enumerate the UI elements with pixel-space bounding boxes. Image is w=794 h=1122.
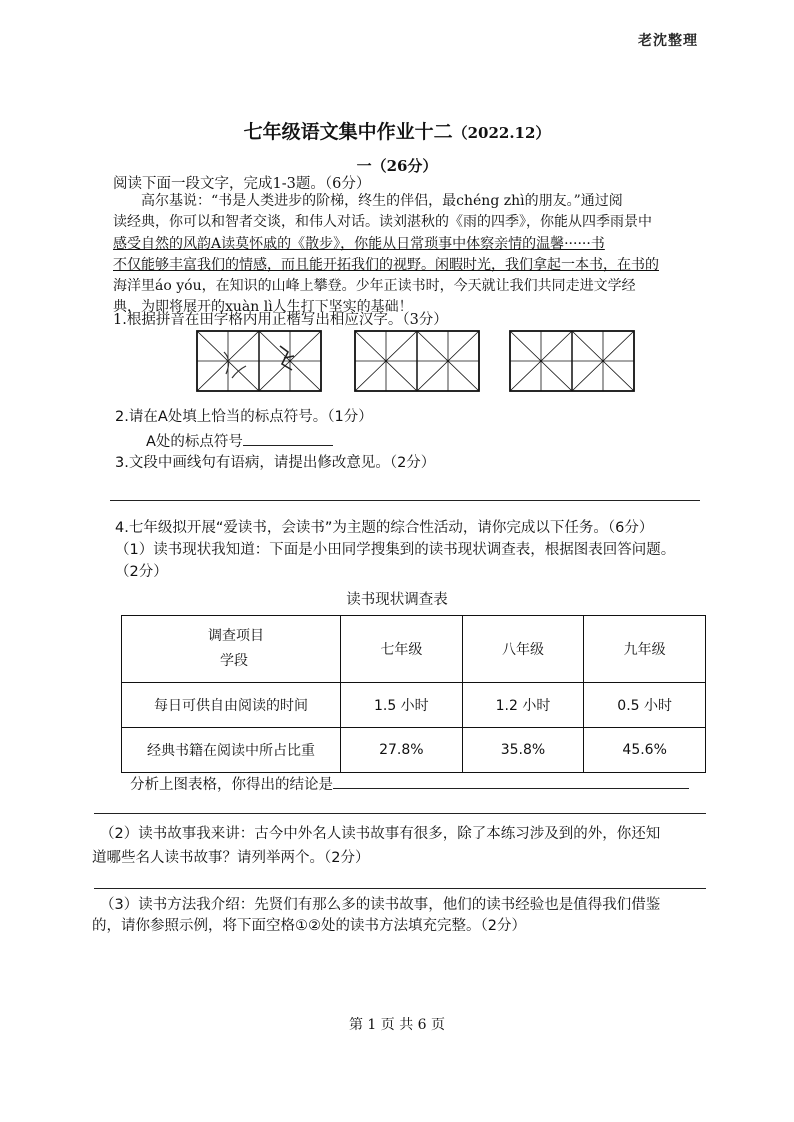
analysis-answer-blank[interactable] bbox=[333, 774, 689, 789]
table-cell: 1.2 小时 bbox=[462, 683, 584, 728]
row-label: 每日可供自由阅读的时间 bbox=[122, 683, 341, 728]
row-label: 经典书籍在阅读中所占比重 bbox=[122, 728, 341, 773]
passage-line: 不仅能够丰富我们的情感，而且能开拓我们的视野。闲暇时光，我们拿起一本书，在书的 bbox=[113, 256, 659, 273]
q2-blank-label: A处的标点符号 bbox=[146, 434, 243, 450]
writing-grid-2[interactable] bbox=[354, 330, 480, 392]
grid-cells bbox=[509, 330, 635, 392]
question-4-3-cont: 的，请你参照示例，将下面空格①②处的读书方法填充完整。（2分） bbox=[92, 918, 526, 934]
table-cell: 27.8% bbox=[341, 728, 463, 773]
grid-cells bbox=[354, 330, 480, 392]
q2-answer-blank[interactable] bbox=[243, 431, 333, 446]
reading-passage bbox=[113, 191, 723, 319]
table-title: 读书现状调查表 bbox=[346, 592, 448, 608]
passage-line: 读经典，你可以和智者交谈，和伟人对话。读刘湛秋的《雨的四季》，你能从四季雨景中 bbox=[113, 214, 652, 231]
corner-label-bottom: 学段 bbox=[220, 653, 248, 669]
watermark-text: 老沈整理 bbox=[638, 33, 698, 49]
table-header-row bbox=[122, 616, 706, 683]
q3-answer-line[interactable] bbox=[110, 500, 700, 501]
analysis-prompt: 分析上图表格，你得出的结论是 bbox=[130, 777, 333, 793]
column-header: 八年级 bbox=[462, 616, 584, 683]
question-4-1: （1）读书现状我知道：下面是小田同学搜集到的读书现状调查表，根据图表回答问题。 bbox=[115, 542, 676, 558]
table-row bbox=[122, 683, 706, 728]
grid-cells bbox=[196, 330, 322, 392]
analysis-row bbox=[130, 774, 689, 795]
reading-instruction: 阅读下面一段文字，完成1-3题。（6分） bbox=[113, 176, 371, 192]
passage-line: 高尔基说：“书是人类进步的阶梯，终生的伴侣，最chéng zhì的朋友。”通过阅 bbox=[141, 193, 623, 209]
q4-2-answer-line[interactable] bbox=[94, 888, 706, 889]
page-title bbox=[0, 117, 794, 144]
page-footer: 第 1 页 共 6 页 bbox=[348, 1017, 446, 1033]
question-4-2: （2）读书故事我来讲：古今中外名人读书故事有很多，除了本练习涉及到的外，你还知 bbox=[100, 826, 661, 842]
table-cell: 0.5 小时 bbox=[584, 683, 706, 728]
column-header: 九年级 bbox=[584, 616, 706, 683]
table-cell: 45.6% bbox=[584, 728, 706, 773]
q2-answer-row bbox=[146, 431, 333, 452]
passage-line: 海洋里áo yóu，在知识的山峰上攀登。少年正读书时，今天就让我们共同走进文学经 bbox=[113, 278, 636, 295]
passage-line: 感受自然的风韵A读莫怀戚的《散步》，你能从日常琐事中体察亲情的温馨······书 bbox=[113, 235, 605, 252]
question-4: 4.七年级拟开展“爱读书，会读书”为主题的综合性活动，请你完成以下任务。（6分） bbox=[115, 520, 654, 536]
question-4-1-points: （2分） bbox=[115, 564, 168, 580]
survey-table bbox=[121, 615, 706, 773]
writing-grid-3[interactable] bbox=[509, 330, 635, 392]
table-cell: 35.8% bbox=[462, 728, 584, 773]
question-4-3: （3）读书方法我介绍：先贤们有那么多的读书故事，他们的读书经验也是值得我们借鉴 bbox=[100, 897, 661, 913]
table-corner-cell bbox=[122, 616, 341, 683]
analysis-answer-line[interactable] bbox=[94, 813, 706, 814]
question-4-2-cont: 道哪些名人读书故事？请列举两个。（2分） bbox=[92, 850, 370, 866]
question-3: 3.文段中画线句有语病，请提出修改意见。（2分） bbox=[115, 455, 436, 471]
passage-line: 典，为即将展开的xuàn lì人生打下坚实的基础！ bbox=[113, 299, 413, 316]
table-cell: 1.5 小时 bbox=[341, 683, 463, 728]
table-row bbox=[122, 728, 706, 773]
column-header: 七年级 bbox=[341, 616, 463, 683]
title-date: （2022.12） bbox=[452, 124, 551, 142]
question-1: 1.根据拼音在田字格内用正楷写出相应汉字。（3分） bbox=[113, 312, 448, 328]
title-text: 七年级语文集中作业十二 bbox=[243, 121, 453, 143]
corner-label-top: 调查项目 bbox=[208, 628, 264, 644]
writing-grid-1[interactable] bbox=[196, 330, 322, 392]
section-header: 一（26分） bbox=[356, 157, 438, 175]
question-2: 2.请在A处填上恰当的标点符号。（1分） bbox=[115, 409, 373, 425]
